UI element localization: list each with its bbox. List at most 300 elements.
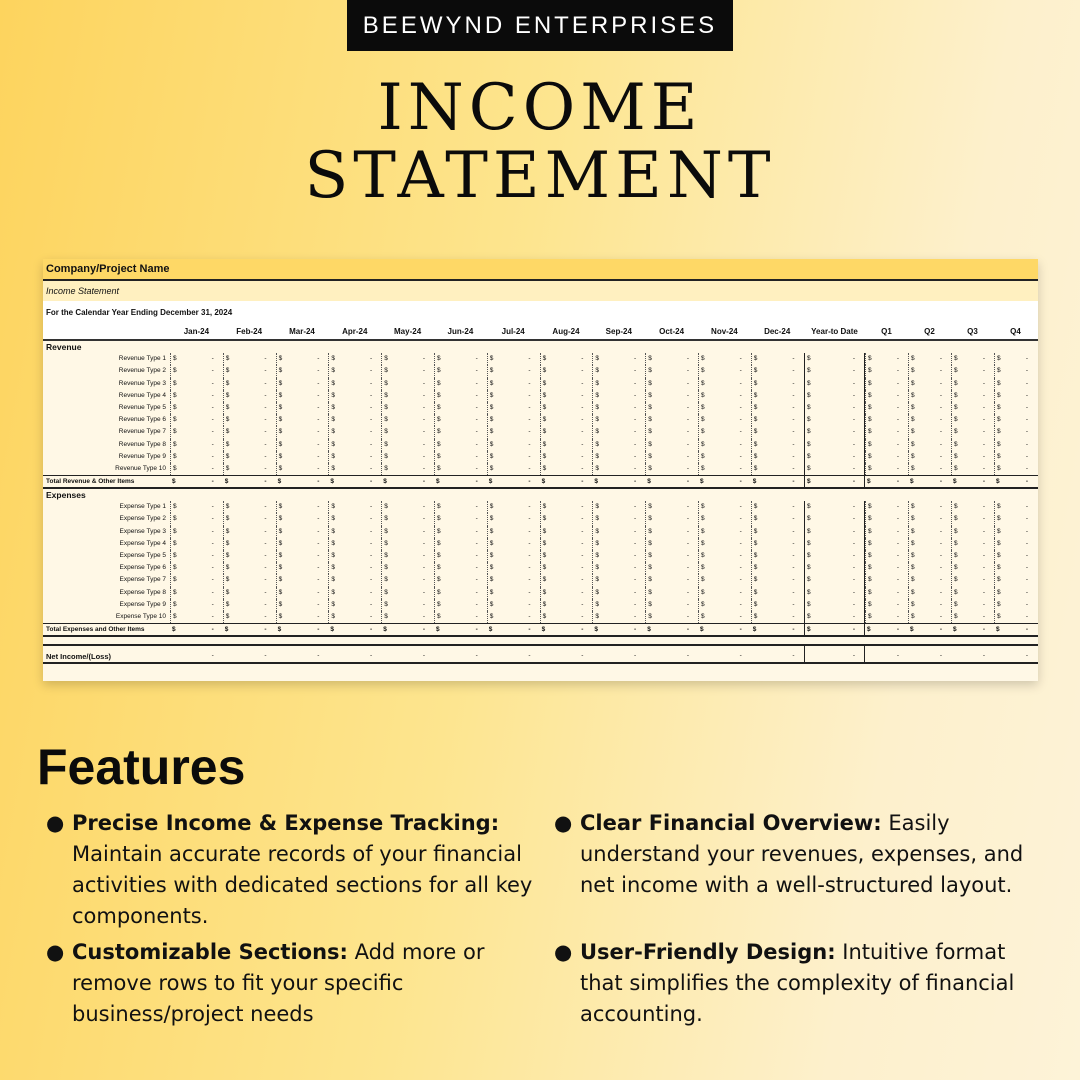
value-cell[interactable] [865,353,908,365]
value-cell[interactable] [908,402,951,414]
value-cell[interactable] [170,526,223,538]
value-cell[interactable] [592,353,645,365]
value-cell[interactable] [994,378,1037,390]
value-cell[interactable] [487,611,540,623]
value-cell[interactable] [170,353,223,365]
value-cell[interactable] [994,451,1037,463]
value-cell[interactable] [951,624,994,635]
value-cell[interactable] [276,390,329,402]
value-cell[interactable] [487,414,540,426]
value-cell[interactable] [645,624,698,635]
value-cell[interactable] [994,365,1037,377]
value-cell[interactable] [487,501,540,513]
value-cell[interactable] [994,513,1037,525]
value-cell[interactable] [328,414,381,426]
value-cell[interactable] [223,538,276,550]
value-cell[interactable] [951,463,994,475]
value-cell[interactable] [328,550,381,562]
value-cell[interactable] [540,390,593,402]
value-cell[interactable] [698,426,751,438]
value-cell[interactable] [751,476,804,487]
value-cell[interactable] [645,574,698,586]
value-cell[interactable] [223,353,276,365]
value-cell[interactable] [381,599,434,611]
value-cell[interactable] [592,463,645,475]
value-cell[interactable] [698,587,751,599]
value-cell[interactable] [223,476,276,487]
value-cell[interactable] [592,402,645,414]
value-cell[interactable] [276,599,329,611]
value-cell[interactable] [698,402,751,414]
value-cell[interactable] [487,550,540,562]
value-cell[interactable] [381,513,434,525]
value-cell[interactable] [328,378,381,390]
value-cell[interactable] [328,624,381,635]
value-cell[interactable] [951,611,994,623]
value-cell[interactable] [994,501,1037,513]
value-cell[interactable] [645,587,698,599]
value-cell[interactable] [276,378,329,390]
value-cell[interactable] [908,587,951,599]
value-cell[interactable] [994,426,1037,438]
value-cell[interactable] [592,501,645,513]
value-cell[interactable] [698,390,751,402]
value-cell[interactable] [645,353,698,365]
value-cell[interactable] [170,414,223,426]
value-cell[interactable] [698,463,751,475]
value-cell[interactable] [645,562,698,574]
value-cell[interactable] [328,451,381,463]
value-cell[interactable] [170,513,223,525]
value-cell[interactable] [865,562,908,574]
value-cell[interactable] [223,599,276,611]
value-cell[interactable] [276,414,329,426]
value-cell[interactable] [223,526,276,538]
value-cell[interactable] [434,611,487,623]
value-cell[interactable] [381,476,434,487]
value-cell[interactable] [645,526,698,538]
value-cell[interactable] [751,611,804,623]
value-cell[interactable] [592,526,645,538]
value-cell[interactable] [592,414,645,426]
value-cell[interactable] [381,414,434,426]
value-cell[interactable] [751,378,804,390]
value-cell[interactable] [865,378,908,390]
value-cell[interactable] [381,426,434,438]
value-cell[interactable] [592,513,645,525]
value-cell[interactable] [804,624,865,635]
value-cell[interactable] [434,550,487,562]
value-cell[interactable] [951,426,994,438]
value-cell[interactable] [865,390,908,402]
value-cell[interactable] [540,463,593,475]
value-cell[interactable] [908,562,951,574]
value-cell[interactable] [223,587,276,599]
value-cell[interactable] [751,646,804,662]
value-cell[interactable] [434,451,487,463]
value-cell[interactable] [381,526,434,538]
value-cell[interactable] [994,587,1037,599]
value-cell[interactable] [540,562,593,574]
value-cell[interactable] [223,513,276,525]
value-cell[interactable] [645,451,698,463]
value-cell[interactable] [434,439,487,451]
value-cell[interactable] [698,439,751,451]
value-cell[interactable] [223,611,276,623]
value-cell[interactable] [276,426,329,438]
value-cell[interactable] [804,513,865,525]
value-cell[interactable] [328,501,381,513]
value-cell[interactable] [751,562,804,574]
value-cell[interactable] [865,513,908,525]
value-cell[interactable] [804,538,865,550]
value-cell[interactable] [223,646,276,662]
value-cell[interactable] [951,538,994,550]
value-cell[interactable] [804,526,865,538]
value-cell[interactable] [170,426,223,438]
value-cell[interactable] [381,353,434,365]
value-cell[interactable] [865,526,908,538]
value-cell[interactable] [381,402,434,414]
value-cell[interactable] [276,538,329,550]
value-cell[interactable] [434,513,487,525]
value-cell[interactable] [328,513,381,525]
value-cell[interactable] [994,439,1037,451]
value-cell[interactable] [381,624,434,635]
value-cell[interactable] [804,378,865,390]
value-cell[interactable] [381,439,434,451]
value-cell[interactable] [381,611,434,623]
value-cell[interactable] [951,451,994,463]
value-cell[interactable] [592,378,645,390]
value-cell[interactable] [698,501,751,513]
value-cell[interactable] [170,402,223,414]
value-cell[interactable] [223,451,276,463]
value-cell[interactable] [994,526,1037,538]
value-cell[interactable] [804,501,865,513]
value-cell[interactable] [223,574,276,586]
value-cell[interactable] [170,390,223,402]
value-cell[interactable] [276,587,329,599]
value-cell[interactable] [487,646,540,662]
value-cell[interactable] [434,501,487,513]
value-cell[interactable] [908,646,951,662]
value-cell[interactable] [804,390,865,402]
value-cell[interactable] [170,501,223,513]
value-cell[interactable] [434,646,487,662]
value-cell[interactable] [994,624,1037,635]
value-cell[interactable] [223,463,276,475]
value-cell[interactable] [276,365,329,377]
value-cell[interactable] [276,439,329,451]
value-cell[interactable] [994,476,1037,487]
value-cell[interactable] [645,378,698,390]
value-cell[interactable] [865,611,908,623]
value-cell[interactable] [170,562,223,574]
value-cell[interactable] [592,611,645,623]
value-cell[interactable] [865,624,908,635]
value-cell[interactable] [804,353,865,365]
value-cell[interactable] [865,451,908,463]
value-cell[interactable] [223,402,276,414]
value-cell[interactable] [994,562,1037,574]
value-cell[interactable] [751,526,804,538]
value-cell[interactable] [381,501,434,513]
value-cell[interactable] [592,476,645,487]
value-cell[interactable] [276,513,329,525]
value-cell[interactable] [328,646,381,662]
value-cell[interactable] [328,402,381,414]
value-cell[interactable] [170,365,223,377]
value-cell[interactable] [698,611,751,623]
value-cell[interactable] [328,365,381,377]
value-cell[interactable] [908,476,951,487]
value-cell[interactable] [170,439,223,451]
value-cell[interactable] [540,587,593,599]
value-cell[interactable] [170,476,223,487]
value-cell[interactable] [487,365,540,377]
value-cell[interactable] [751,439,804,451]
value-cell[interactable] [434,562,487,574]
value-cell[interactable] [328,526,381,538]
value-cell[interactable] [865,646,908,662]
value-cell[interactable] [951,550,994,562]
value-cell[interactable] [487,439,540,451]
value-cell[interactable] [223,426,276,438]
value-cell[interactable] [170,451,223,463]
value-cell[interactable] [908,414,951,426]
value-cell[interactable] [381,550,434,562]
value-cell[interactable] [645,599,698,611]
value-cell[interactable] [751,574,804,586]
value-cell[interactable] [865,476,908,487]
value-cell[interactable] [645,426,698,438]
value-cell[interactable] [908,611,951,623]
value-cell[interactable] [951,402,994,414]
value-cell[interactable] [540,414,593,426]
value-cell[interactable] [170,378,223,390]
value-cell[interactable] [592,562,645,574]
value-cell[interactable] [540,402,593,414]
value-cell[interactable] [865,439,908,451]
value-cell[interactable] [540,476,593,487]
value-cell[interactable] [434,353,487,365]
value-cell[interactable] [698,513,751,525]
value-cell[interactable] [994,414,1037,426]
value-cell[interactable] [994,599,1037,611]
value-cell[interactable] [908,574,951,586]
value-cell[interactable] [540,426,593,438]
value-cell[interactable] [434,390,487,402]
value-cell[interactable] [276,501,329,513]
value-cell[interactable] [804,414,865,426]
value-cell[interactable] [698,646,751,662]
value-cell[interactable] [223,439,276,451]
value-cell[interactable] [223,390,276,402]
value-cell[interactable] [908,390,951,402]
value-cell[interactable] [751,353,804,365]
value-cell[interactable] [698,538,751,550]
value-cell[interactable] [951,526,994,538]
value-cell[interactable] [487,513,540,525]
value-cell[interactable] [994,353,1037,365]
value-cell[interactable] [994,538,1037,550]
value-cell[interactable] [865,402,908,414]
value-cell[interactable] [328,426,381,438]
value-cell[interactable] [540,611,593,623]
value-cell[interactable] [908,451,951,463]
value-cell[interactable] [328,562,381,574]
value-cell[interactable] [698,624,751,635]
value-cell[interactable] [865,414,908,426]
value-cell[interactable] [540,365,593,377]
value-cell[interactable] [698,526,751,538]
value-cell[interactable] [951,513,994,525]
value-cell[interactable] [908,501,951,513]
value-cell[interactable] [170,463,223,475]
value-cell[interactable] [908,550,951,562]
value-cell[interactable] [751,513,804,525]
value-cell[interactable] [751,414,804,426]
value-cell[interactable] [434,574,487,586]
value-cell[interactable] [751,550,804,562]
value-cell[interactable] [487,463,540,475]
value-cell[interactable] [170,599,223,611]
value-cell[interactable] [592,365,645,377]
value-cell[interactable] [865,550,908,562]
value-cell[interactable] [804,426,865,438]
value-cell[interactable] [951,646,994,662]
value-cell[interactable] [381,574,434,586]
value-cell[interactable] [487,476,540,487]
value-cell[interactable] [645,513,698,525]
value-cell[interactable] [698,414,751,426]
value-cell[interactable] [223,624,276,635]
value-cell[interactable] [645,365,698,377]
value-cell[interactable] [951,365,994,377]
value-cell[interactable] [328,611,381,623]
value-cell[interactable] [645,463,698,475]
value-cell[interactable] [804,646,865,662]
value-cell[interactable] [223,550,276,562]
value-cell[interactable] [865,587,908,599]
value-cell[interactable] [994,550,1037,562]
value-cell[interactable] [434,538,487,550]
value-cell[interactable] [804,562,865,574]
value-cell[interactable] [804,439,865,451]
value-cell[interactable] [328,463,381,475]
value-cell[interactable] [276,611,329,623]
value-cell[interactable] [804,476,865,487]
value-cell[interactable] [751,624,804,635]
value-cell[interactable] [276,574,329,586]
value-cell[interactable] [804,402,865,414]
value-cell[interactable] [698,353,751,365]
value-cell[interactable] [751,426,804,438]
value-cell[interactable] [592,451,645,463]
value-cell[interactable] [865,599,908,611]
value-cell[interactable] [804,599,865,611]
value-cell[interactable] [698,378,751,390]
value-cell[interactable] [751,501,804,513]
value-cell[interactable] [751,463,804,475]
value-cell[interactable] [276,476,329,487]
value-cell[interactable] [434,526,487,538]
value-cell[interactable] [434,378,487,390]
value-cell[interactable] [951,501,994,513]
value-cell[interactable] [487,426,540,438]
value-cell[interactable] [434,414,487,426]
value-cell[interactable] [540,646,593,662]
value-cell[interactable] [592,550,645,562]
value-cell[interactable] [951,390,994,402]
value-cell[interactable] [804,587,865,599]
value-cell[interactable] [908,624,951,635]
value-cell[interactable] [645,501,698,513]
value-cell[interactable] [698,451,751,463]
value-cell[interactable] [592,574,645,586]
value-cell[interactable] [434,587,487,599]
value-cell[interactable] [540,353,593,365]
value-cell[interactable] [170,538,223,550]
value-cell[interactable] [381,646,434,662]
value-cell[interactable] [592,587,645,599]
value-cell[interactable] [751,402,804,414]
value-cell[interactable] [434,599,487,611]
value-cell[interactable] [592,646,645,662]
value-cell[interactable] [487,526,540,538]
value-cell[interactable] [592,624,645,635]
value-cell[interactable] [804,550,865,562]
value-cell[interactable] [540,574,593,586]
value-cell[interactable] [994,646,1037,662]
value-cell[interactable] [328,599,381,611]
value-cell[interactable] [487,587,540,599]
value-cell[interactable] [645,550,698,562]
value-cell[interactable] [276,526,329,538]
value-cell[interactable] [540,451,593,463]
value-cell[interactable] [951,476,994,487]
value-cell[interactable] [865,463,908,475]
value-cell[interactable] [951,587,994,599]
value-cell[interactable] [951,599,994,611]
value-cell[interactable] [487,624,540,635]
value-cell[interactable] [645,611,698,623]
value-cell[interactable] [223,365,276,377]
value-cell[interactable] [540,501,593,513]
value-cell[interactable] [381,562,434,574]
value-cell[interactable] [223,501,276,513]
value-cell[interactable] [908,426,951,438]
value-cell[interactable] [381,463,434,475]
value-cell[interactable] [276,463,329,475]
value-cell[interactable] [698,562,751,574]
value-cell[interactable] [951,414,994,426]
value-cell[interactable] [276,562,329,574]
value-cell[interactable] [645,538,698,550]
value-cell[interactable] [751,365,804,377]
value-cell[interactable] [908,526,951,538]
value-cell[interactable] [908,463,951,475]
value-cell[interactable] [381,587,434,599]
value-cell[interactable] [434,402,487,414]
value-cell[interactable] [540,599,593,611]
value-cell[interactable] [804,574,865,586]
value-cell[interactable] [804,365,865,377]
value-cell[interactable] [994,463,1037,475]
value-cell[interactable] [276,402,329,414]
value-cell[interactable] [592,439,645,451]
